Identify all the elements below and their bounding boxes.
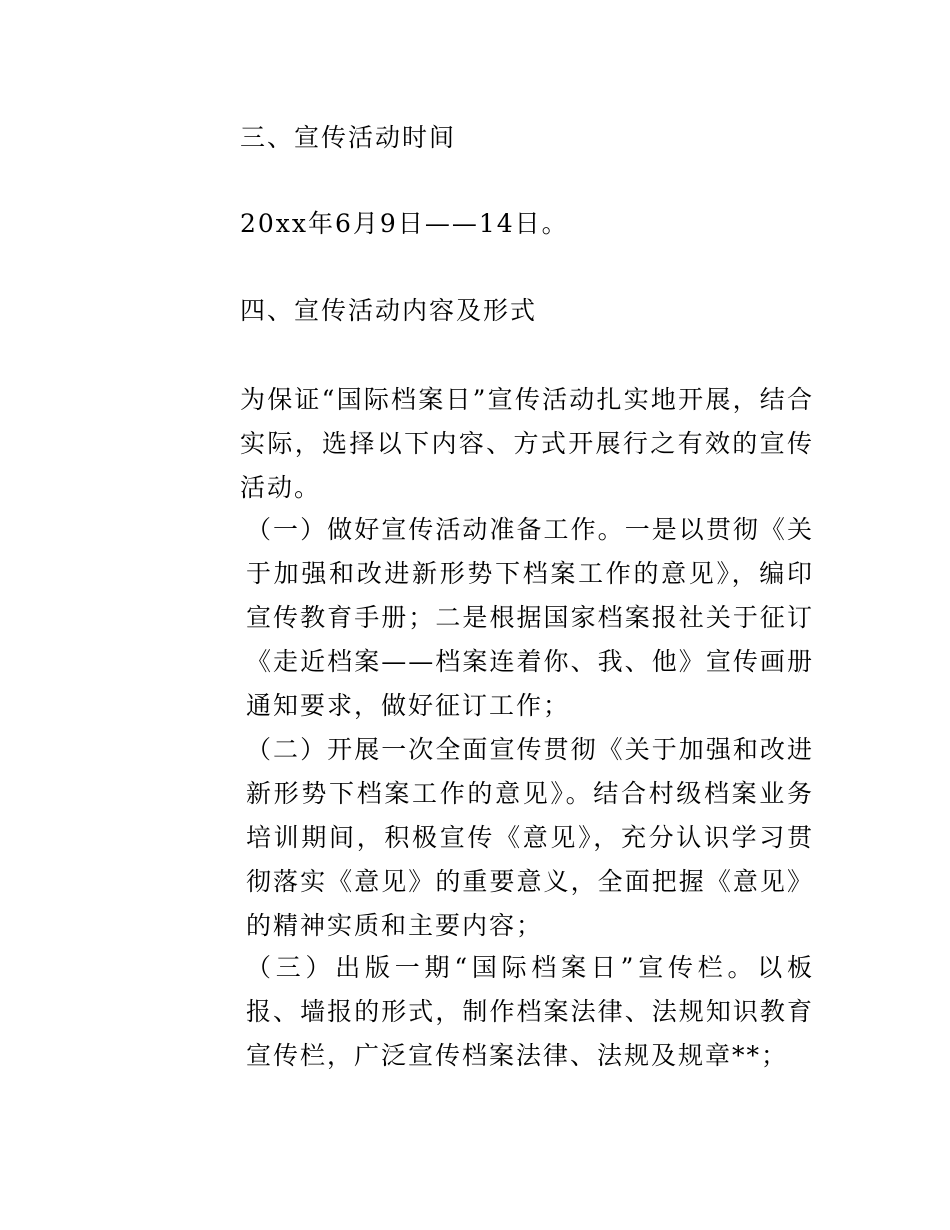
section-heading-content: 四、宣传活动内容及形式 (240, 296, 538, 325)
item-3-paragraph (142, 946, 814, 1078)
item-2-paragraph (142, 728, 814, 948)
activity-date-line: 20xx年6月9日——14日。 (240, 209, 569, 238)
intro-paragraph (142, 378, 814, 510)
section-heading-time: 三、宣传活动时间 (240, 123, 457, 152)
item-2-text: （二）开展一次全面宣传贯彻《关于加强和改进新形势下档案工作的意见》。结合村级档案业务培训期间，积极宣传《意见》，充分认识学习贯彻落实《意见》的重要意义，全面把握《意见》的精神实质和主要内容； (246, 735, 814, 940)
item-1-text: （一）做好宣传活动准备工作。一是以贯彻《关于加强和改进新形势下档案工作的意见》，编印宣传教育手册；二是根据国家档案报社关于征订《走近档案——档案连着你、我、他》宣传画册通知要求，做好征订工作； (246, 515, 814, 720)
item-3-text: （三）出版一期“国际档案日”宣传栏。以板报、墙报的形式，制作档案法律、法规知识教育宣传栏，广泛宣传档案法律、法规及规章**； (246, 953, 814, 1070)
intro-paragraph-text: 为保证“国际档案日”宣传活动扎实地开展，结合实际，选择以下内容、方式开展行之有效的宣传活动。 (240, 385, 814, 502)
item-1-paragraph (142, 508, 814, 728)
